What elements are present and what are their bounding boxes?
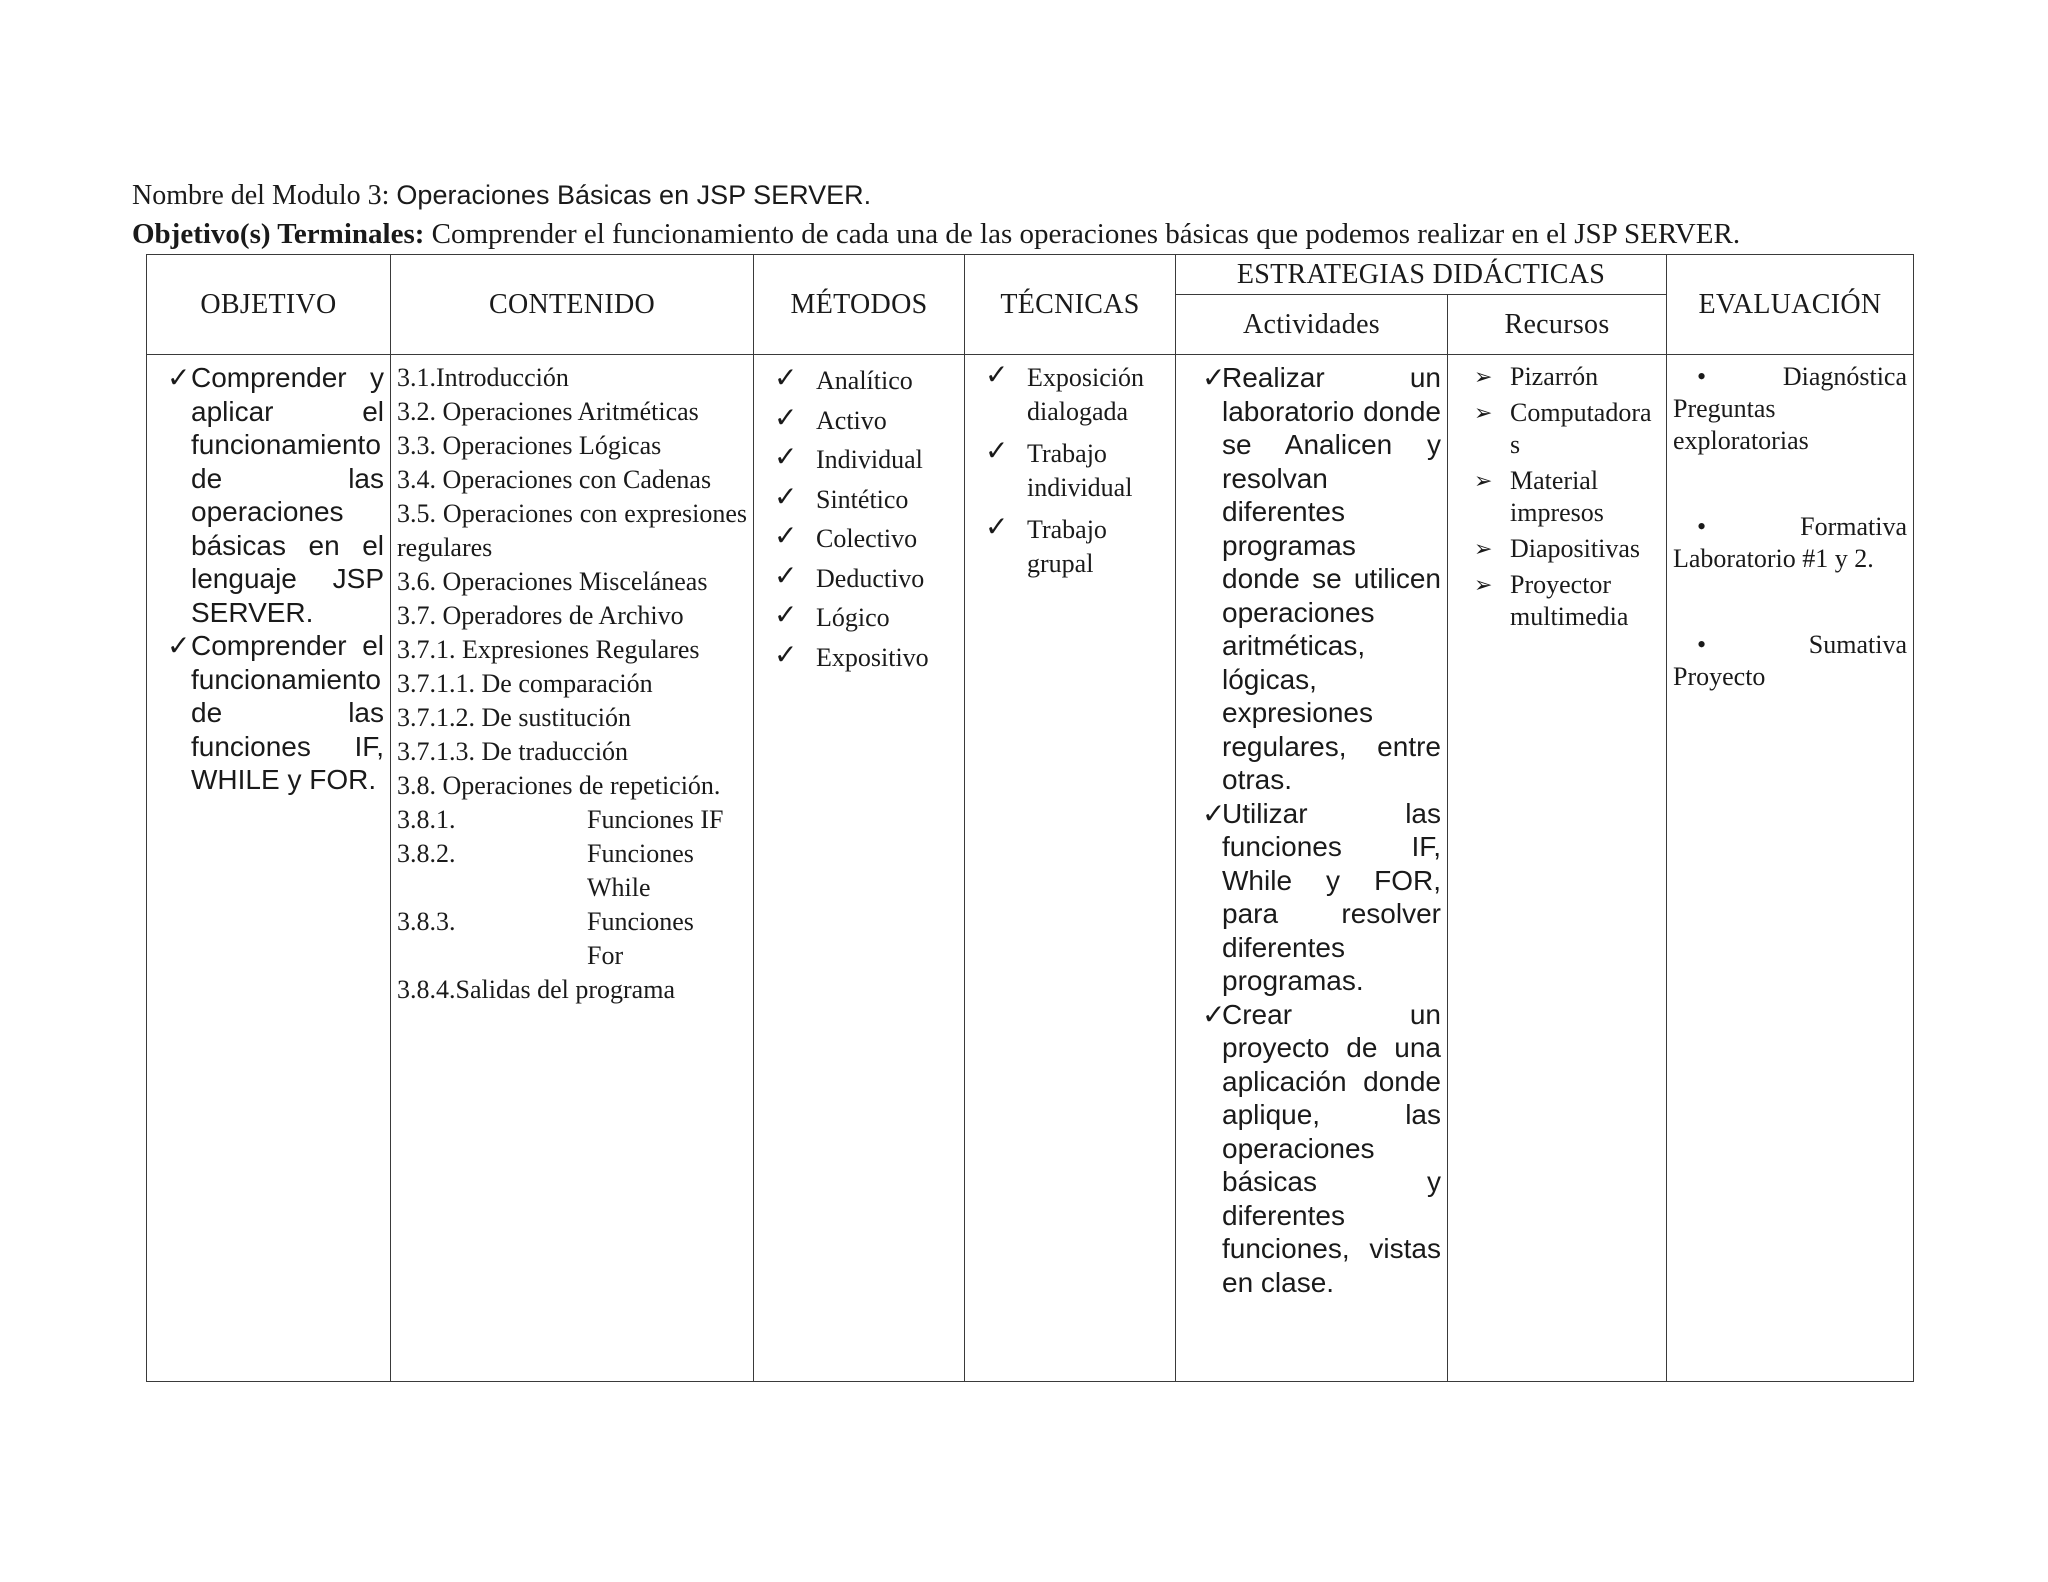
- module-title: [132, 176, 1932, 215]
- contenido-item: 3.7. Operadores de Archivo: [397, 601, 684, 630]
- header-metodos: MÉTODOS: [754, 255, 965, 355]
- bullet-icon: •: [1697, 512, 1707, 541]
- module-label: Nombre del Modulo 3:: [132, 180, 397, 211]
- recurso-item: ➢ Material impresos: [1474, 466, 1604, 527]
- cell-contenido: [391, 355, 754, 1382]
- check-icon: ✓: [1202, 362, 1226, 393]
- header-tecnicas: TÉCNICAS: [965, 255, 1176, 355]
- metodo-item: ✓ Activo: [760, 401, 958, 441]
- contenido-item: 3.7.1.2. De sustitución: [397, 703, 631, 732]
- objective-label: Objetivo(s) Terminales:: [132, 218, 425, 250]
- header-objetivo: OBJETIVO: [147, 255, 391, 355]
- metodo-item: ✓ Expositivo: [760, 638, 958, 678]
- header-contenido: CONTENIDO: [391, 255, 754, 355]
- cell-metodos: [754, 355, 965, 1382]
- contenido-item: 3.8.4.Salidas del programa: [397, 975, 675, 1004]
- check-icon: ✓: [774, 639, 798, 671]
- tecnica-item: ✓ Trabajo grupal: [985, 512, 1107, 578]
- planning-table: [146, 254, 1914, 1382]
- contenido-item: 3.5. Operaciones con expresiones regulares: [397, 499, 747, 562]
- terminal-objective: [132, 215, 1932, 253]
- objective-text: Comprender el funcionamiento de cada una de las operaciones básicas que podemos realizar en el JSP SERVER.: [424, 218, 1741, 250]
- header-evaluacion: EVALUACIÓN: [1667, 255, 1914, 355]
- check-icon: ✓: [167, 630, 191, 661]
- check-icon: ✓: [774, 560, 798, 592]
- objetivo-item: ✓ Comprender y aplicar el funcionamiento de las operaciones básicas en el lenguaje JSP SERVER.: [167, 362, 384, 628]
- bullet-icon: •: [1697, 630, 1707, 659]
- evaluacion-item: • Sumativa Proyecto: [1673, 630, 1907, 691]
- document-header: [132, 176, 1932, 253]
- cell-evaluacion: [1667, 355, 1914, 1382]
- check-icon: ✓: [774, 481, 798, 513]
- arrow-bullet-icon: ➢: [1474, 468, 1493, 493]
- module-name: Operaciones Básicas en JSP SERVER.: [396, 180, 872, 210]
- metodo-item: ✓ Analítico: [760, 361, 958, 401]
- cell-tecnicas: [965, 355, 1176, 1382]
- recurso-item: ➢ Diapositivas: [1474, 534, 1640, 563]
- contenido-subitem: 3.8.2. Funciones While: [397, 839, 694, 902]
- check-icon: ✓: [774, 600, 798, 631]
- header-recursos: Recursos: [1448, 295, 1667, 355]
- check-icon: ✓: [985, 512, 1009, 543]
- check-icon: ✓: [1202, 998, 1226, 1030]
- metodo-item: ✓ Deductivo: [760, 559, 958, 599]
- check-icon: ✓: [774, 442, 798, 473]
- contenido-item: 3.6. Operaciones Misceláneas: [397, 567, 708, 596]
- check-icon: ✓: [774, 363, 798, 394]
- metodo-item: ✓ Colectivo: [760, 519, 958, 559]
- contenido-item: 3.1.Introducción: [397, 363, 569, 392]
- contenido-item: 3.7.1.1. De comparación: [397, 669, 653, 698]
- header-actividades: Actividades: [1176, 295, 1448, 355]
- cell-recursos: [1448, 355, 1667, 1382]
- arrow-bullet-icon: ➢: [1474, 536, 1493, 561]
- recurso-item: ➢ Computadoras: [1474, 398, 1652, 459]
- contenido-subitem: 3.8.1. Funciones IF: [397, 805, 724, 834]
- metodo-item: ✓ Individual: [760, 440, 958, 480]
- contenido-item: 3.7.1.3. De traducción: [397, 737, 629, 766]
- recurso-item: ➢ Proyector multimedia: [1474, 570, 1629, 631]
- check-icon: ✓: [774, 402, 798, 434]
- contenido-item: 3.3. Operaciones Lógicas: [397, 431, 662, 460]
- metodo-item: ✓ Sintético: [760, 480, 958, 520]
- evaluacion-item: • Diagnóstica Preguntas exploratorias: [1673, 362, 1907, 455]
- contenido-item: 3.4. Operaciones con Cadenas: [397, 465, 712, 494]
- contenido-item: 3.8. Operaciones de repetición.: [397, 771, 721, 800]
- evaluacion-item: • Formativa Laboratorio #1 y 2.: [1673, 512, 1907, 573]
- check-icon: ✓: [1202, 797, 1226, 829]
- arrow-bullet-icon: ➢: [1474, 400, 1493, 425]
- header-estrategias: ESTRATEGIAS DIDÁCTICAS: [1176, 255, 1667, 295]
- metodo-item: ✓ Lógico: [760, 598, 958, 638]
- arrow-bullet-icon: ➢: [1474, 364, 1493, 389]
- recurso-item: ➢ Pizarrón: [1474, 362, 1599, 391]
- tecnica-item: ✓ Trabajo individual: [985, 436, 1133, 502]
- objetivo-item: ✓ Comprender el funcionamiento de las funciones IF, WHILE y FOR.: [167, 630, 384, 795]
- cell-actividades: [1176, 355, 1448, 1382]
- contenido-subitem: 3.8.3. Funciones For: [397, 907, 694, 970]
- tecnica-item: ✓ Exposición dialogada: [985, 360, 1144, 426]
- contenido-item: 3.7.1. Expresiones Regulares: [397, 635, 700, 664]
- check-icon: ✓: [167, 362, 191, 393]
- actividad-item: ✓ Realizar un laboratorio donde se Analicen y resolvan diferentes programas donde se utilicen operaciones aritméticas, lógicas, expresiones regulares, entre otras.: [1202, 362, 1441, 795]
- bullet-icon: •: [1697, 362, 1707, 391]
- check-icon: ✓: [774, 521, 798, 552]
- arrow-bullet-icon: ➢: [1474, 572, 1493, 597]
- contenido-item: 3.2. Operaciones Aritméticas: [397, 397, 699, 426]
- check-icon: ✓: [985, 360, 1009, 391]
- actividad-item: ✓ Utilizar las funciones IF, While y FOR, para resolver diferentes programas.: [1202, 797, 1441, 996]
- cell-objetivo: [147, 355, 391, 1382]
- check-icon: ✓: [985, 436, 1009, 467]
- actividad-item: ✓ Crear un proyecto de una aplicación donde aplique, las operaciones básicas y diferentes funciones, vistas en clase.: [1202, 998, 1441, 1298]
